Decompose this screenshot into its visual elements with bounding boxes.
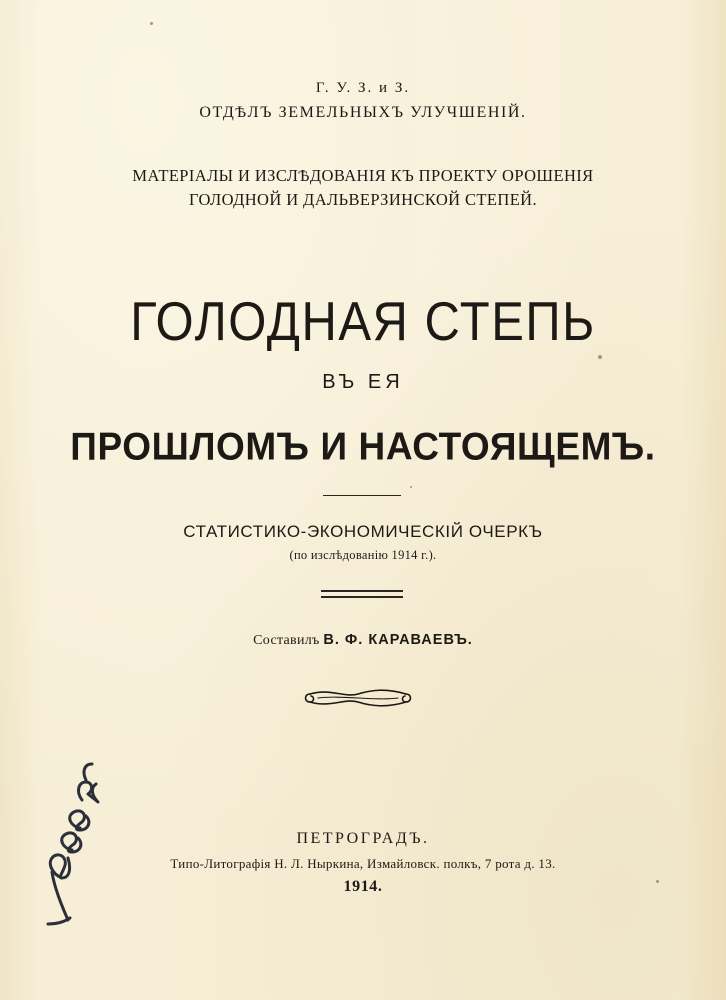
subtitle: СТАТИСТИКО-ЭКОНОМИЧЕСКІЙ ОЧЕРКЪ [183,522,543,541]
subtitle-note: (по изслѣдованію 1914 г.). [289,548,437,562]
imprint-city: ПЕТРОГРАДЪ. [296,830,430,847]
author-line [0,632,726,649]
handwritten-inventory-number [22,752,112,932]
book-title-sub: ПРОШЛОМЪ И НАСТОЯЩЕМЪ. [70,424,656,468]
book-title-connector: ВЪ ЕЯ [322,371,404,393]
header-organization: Г. У. З. и З. [315,80,411,96]
double-rule-bottom [321,596,403,598]
series-title-line-2: ГОЛОДНОЙ И ДАЛЬВЕРЗИНСКОЙ СТЕПЕЙ. [188,190,538,209]
series-title-line-1: МАТЕРІАЛЫ И ИЗСЛѢДОВАНІЯ КЪ ПРОЕКТУ ОРОШЕНІЯ [132,166,594,185]
paper-speck [656,880,659,883]
paper-speck [150,22,153,25]
double-rule-top [321,590,403,592]
paper-speck [410,486,412,488]
author-prefix: Составилъ [253,633,320,648]
imprint-printer: Типо-Литографія Н. Л. Ныркина, Измайловск. полкъ, 7 рота д. 13. [170,856,556,871]
imprint-year: 1914. [343,878,383,895]
paper-speck [598,355,602,359]
ornament-flourish-icon [300,682,416,710]
divider-rule [323,495,401,496]
author-name: В. Ф. КАРАВАЕВЪ. [323,632,473,648]
book-title-main: ГОЛОДНАЯ СТЕПЬ [130,291,596,353]
header-department: ОТДѢЛЪ ЗЕМЕЛЬНЫХЪ УЛУЧШЕНІЙ. [199,104,527,121]
